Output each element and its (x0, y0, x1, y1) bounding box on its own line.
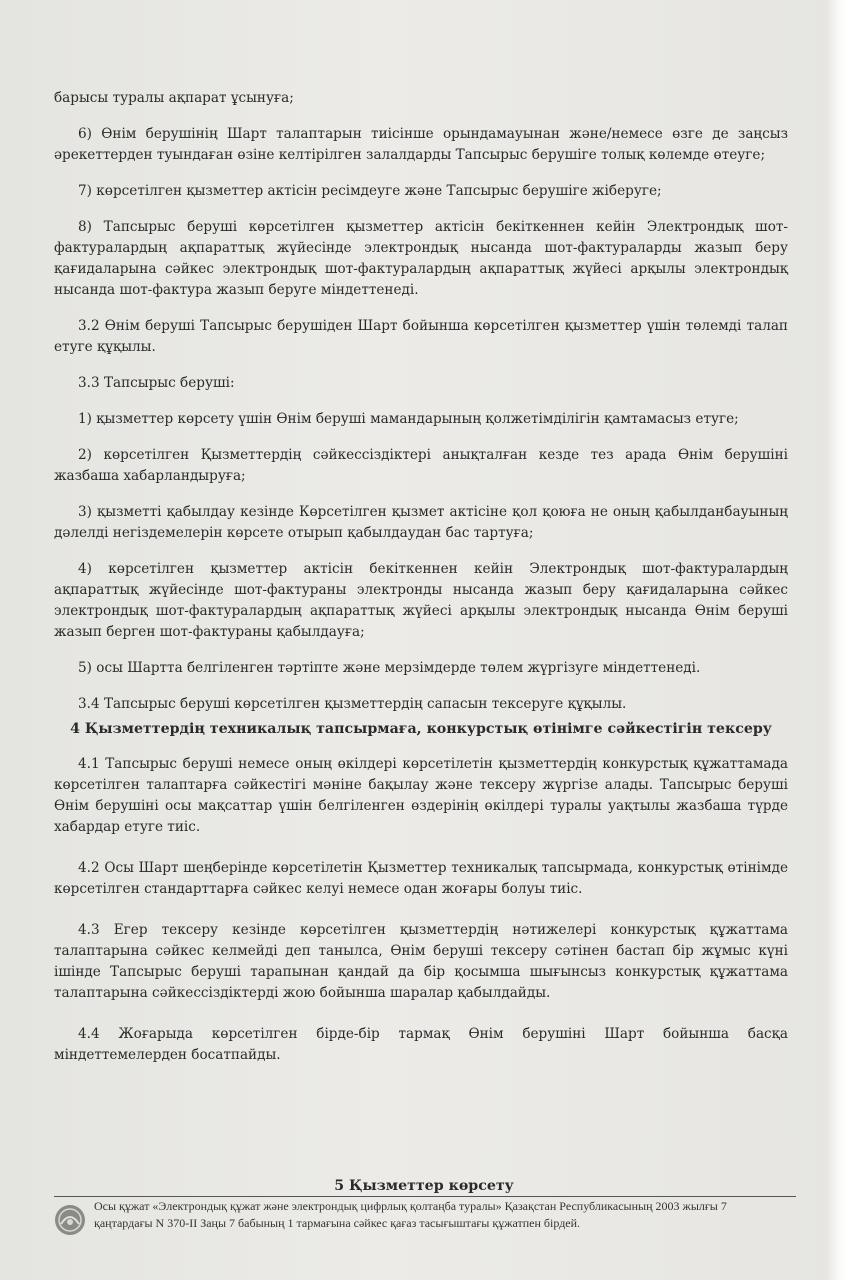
paragraph-3-4: 3.4 Тапсырыс беруші көрсетілген қызметтердің сапасын тексеруге құқылы. (78, 696, 627, 712)
footer-note (52, 1186, 742, 1238)
paragraph-continuation: барысы туралы ақпарат ұсынуға; (54, 90, 294, 106)
egov-emblem-icon (52, 1202, 88, 1238)
paragraph-item-6: 6) Өнім берушінің Шарт талаптарын тиісінше орындамауынан және/немесе өзге де заңсыз әрекеттерден туындаған өзіне келтірілген залалдарды Тапсырыс берушіге толық көлемде өтеуге; (54, 126, 788, 163)
footer-legal-text: Осы құжат «Электрондық құжат және электрондық цифрлық қолтаңба туралы» Қазақстан Республикасының 2003 жылғы 7 қаңтардағы N 370-II Заңы 7 бабының 1 тармағына сәйкес қағаз тасығыштағы құжатпен бірдей. (94, 1199, 727, 1230)
section-4-heading: 4 Қызметтердің техникалық тапсырмаға, конкурстық өтінімге сәйкестігін тексеру (70, 721, 772, 737)
paragraph-4-4: 4.4 Жоғарыда көрсетілген бірде-бір тармақ Өнім берушіні Шарт бойынша басқа міндеттемелерден босатпайды. (54, 1026, 788, 1063)
paragraph-3-3-item-5: 5) осы Шартта белгіленген тәртіпте және мерзімдерде төлем жүргізуге міндеттенеді. (78, 660, 701, 676)
paragraph-3-3-item-2: 2) көрсетілген Қызметтердің сәйкессіздіктері анықталған кезде тез арада Өнім берушіні жазбаша хабарландыруға; (54, 447, 788, 484)
document-body (54, 88, 788, 1081)
page-edge (826, 0, 848, 1280)
paragraph-4-2: 4.2 Осы Шарт шеңберінде көрсетілетін Қызметтер техникалық тапсырмада, конкурстық өтінімде көрсетілген стандарттарға сәйкес келуі немесе одан жоғары болуы тиіс. (54, 860, 788, 897)
paragraph-3-3-item-4: 4) көрсетілген қызметтер актісін бекіткеннен кейін Электрондық шот-фактуралардың ақпараттық жүйесінде шот-фактураны электронды нысанда жазып беру қағидаларына сәйкес электрондық шот-фактуралардың ақпараттық жүйесі арқылы электрондық нысанда Өнім беруші жазып берген шот-фактураны қабылдауға; (54, 561, 788, 640)
paragraph-4-1: 4.1 Тапсырыс беруші немесе оның өкілдері көрсетілетін қызметтердің конкурстық құжаттамада көрсетілген талаптарға сәйкестігі мәніне бақылау және тексеру жүргізе алады. Тапсырыс беруші Өнім берушіні осы мақсаттар үшін белгіленген өздерінің өкілдері туралы уақтылы жазбаша түрде хабардар етуге тиіс. (54, 756, 788, 835)
paragraph-3-3: 3.3 Тапсырыс беруші: (78, 375, 235, 391)
paragraph-3-2: 3.2 Өнім беруші Тапсырыс берушіден Шарт бойынша көрсетілген қызметтер үшін төлемді талап етуге құқылы. (54, 318, 788, 355)
section-5-heading: 5 Қызметтер көрсету (334, 1177, 514, 1194)
paragraph-4-3: 4.3 Егер тексеру кезінде көрсетілген қызметтердің нәтижелері конкурстық құжаттама талаптарына сәйкес келмейді деп танылса, Өнім беруші тексеру сәтінен бастап бір жұмыс күні ішінде Тапсырыс беруші тарапынан қандай да бір қосымша шығынсыз конкурстық құжаттама талаптарына сәйкессіздіктерді жою бойынша шаралар қабылдайды. (54, 922, 788, 1001)
paragraph-item-8: 8) Тапсырыс беруші көрсетілген қызметтер актісін бекіткеннен кейін Электрондық шот-фактуралардың ақпараттық жүйесінде электрондық нысанда шот-фактураларды жазып беру қағидаларына сәйкес электрондық шот-фактуралардың ақпараттық жүйесі арқылы электрондық нысанда шот-фактура жазып беруге міндеттенеді. (54, 219, 788, 298)
paragraph-item-7: 7) көрсетілген қызметтер актісін ресімдеуге және Тапсырыс берушіге жіберуге; (78, 183, 662, 199)
paragraph-3-3-item-1: 1) қызметтер көрсету үшін Өнім беруші мамандарының қолжетімділігін қамтамасыз етуге; (78, 411, 739, 427)
paragraph-3-3-item-3: 3) қызметті қабылдау кезінде Көрсетілген қызмет актісіне қол қоюға не оның қабылданбауының дәлелді негіздемелерін көрсете отырып қабылдаудан бас тартуға; (54, 504, 788, 541)
